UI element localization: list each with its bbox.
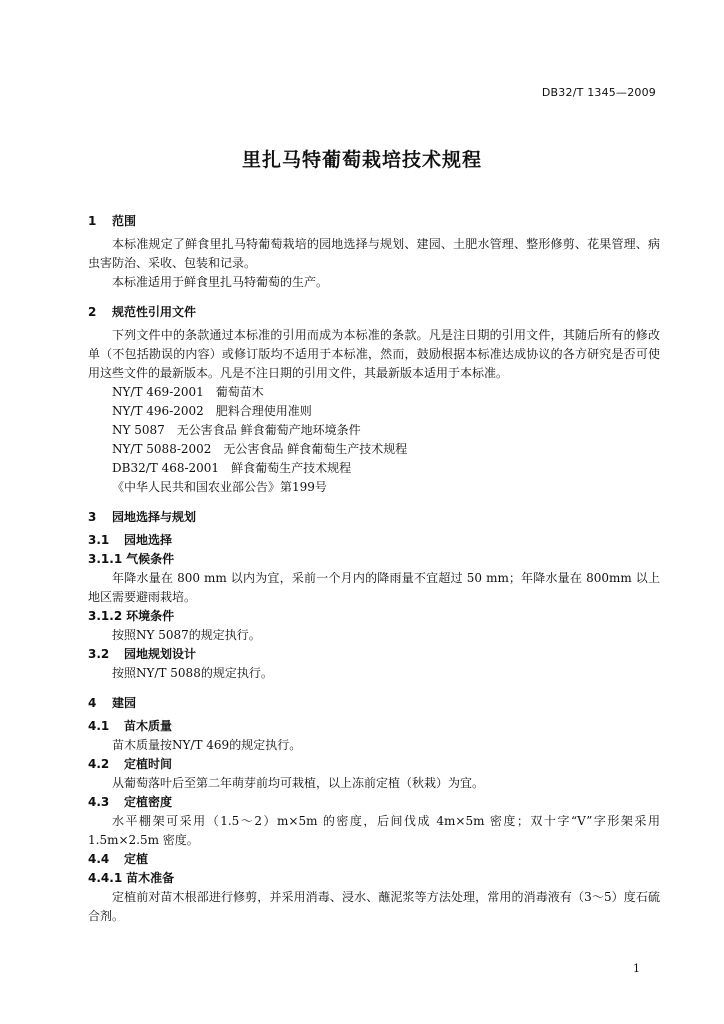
- paragraph: 本标准适用于鲜食里扎马特葡萄的生产。: [112, 275, 329, 289]
- subsection-title: 园地规划设计: [124, 647, 197, 661]
- paragraph: 定植前对苗木根部进行修剪，并采用消毒、浸水、蘸泥浆等方法处理，常用的消毒液有（3～5）度石硫合剂。: [88, 890, 660, 923]
- subsection-number: 4.1: [88, 719, 110, 733]
- section-heading: [88, 507, 660, 527]
- section-title: 范围: [112, 214, 137, 228]
- section-number: 4: [88, 696, 97, 710]
- subsection-heading: [88, 607, 660, 626]
- paragraph: 按照NY 5087的规定执行。: [112, 628, 261, 642]
- reference-item: DB32/T 468-2001 鲜食葡萄生产技术规程: [112, 461, 352, 475]
- subsection-number: 4.4.1: [88, 871, 123, 885]
- subsection-title: 定植: [124, 852, 149, 866]
- subsection-number: 3.1.1: [88, 552, 123, 566]
- document-body: [88, 211, 660, 926]
- paragraph: 按照NY/T 5088的规定执行。: [112, 666, 273, 680]
- subsection-title: 环境条件: [126, 609, 175, 623]
- paragraph: 本标准规定了鲜食里扎马特葡萄栽培的园地选择与规划、建园、土肥水管理、整形修剪、花果管理、病虫害防治、采收、包装和记录。: [88, 237, 660, 270]
- paragraph: 下列文件中的条款通过本标准的引用而成为本标准的条款。凡是注日期的引用文件，其随后所有的修改单（不包括勘误的内容）或修订版均不适用于本标准，然而，鼓励根据本标准达成协议的各方研究是否可使用这些文件的最新版本。凡是不注日期的引用文件，其最新版本适用于本标准。: [88, 328, 660, 380]
- section-title: 园地选择与规划: [112, 510, 197, 524]
- document-title: 里扎马特葡萄栽培技术规程: [241, 149, 482, 171]
- subsection-title: 园地选择: [124, 533, 173, 547]
- section-number: 2: [88, 305, 97, 319]
- paragraph: 年降水量在 800 mm 以内为宜，采前一个月内的降雨量不宜超过 50 mm；年降水量在 800mm 以上地区需要避雨栽培。: [88, 571, 660, 604]
- subsection-heading: [88, 755, 660, 774]
- section-heading: [88, 693, 660, 713]
- reference-item: NY/T 469-2001 葡萄苗木: [112, 385, 264, 399]
- subsection-heading: [88, 793, 660, 812]
- page-number: 1: [633, 962, 640, 975]
- reference-item: NY/T 496-2002 肥料合理使用准则: [112, 404, 312, 418]
- section-heading: [88, 211, 660, 231]
- paragraph: 水平棚架可采用（1.5～2）m×5m 的密度，后间伐成 4m×5m 密度；双十字“V”字形架采用 1.5m×2.5m 密度。: [88, 814, 660, 847]
- paragraph: 从葡萄落叶后至第二年萌芽前均可栽植，以上冻前定植（秋栽）为宜。: [112, 776, 485, 790]
- standard-code: DB32/T 1345—2009: [541, 86, 656, 99]
- section-title: 建园: [112, 696, 137, 710]
- subsection-number: 3.1.2: [88, 609, 123, 623]
- subsection-number: 3.2: [88, 647, 110, 661]
- subsection-title: 定植密度: [124, 795, 173, 809]
- section-number: 3: [88, 510, 97, 524]
- section-title: 规范性引用文件: [112, 305, 197, 319]
- subsection-title: 苗木质量: [124, 719, 173, 733]
- subsection-number: 4.4: [88, 852, 110, 866]
- subsection-title: 苗木准备: [126, 871, 175, 885]
- subsection-number: 4.2: [88, 757, 110, 771]
- subsection-number: 3.1: [88, 533, 110, 547]
- section-heading: [88, 302, 660, 322]
- subsection-title: 定植时间: [124, 757, 173, 771]
- reference-item: NY 5087 无公害食品 鲜食葡萄产地环境条件: [112, 423, 361, 437]
- section-number: 1: [88, 214, 97, 228]
- subsection-heading: [88, 531, 660, 550]
- subsection-number: 4.3: [88, 795, 110, 809]
- subsection-heading: [88, 869, 660, 888]
- subsection-title: 气候条件: [126, 552, 175, 566]
- paragraph: 苗木质量按NY/T 469的规定执行。: [112, 738, 302, 752]
- subsection-heading: [88, 550, 660, 569]
- subsection-heading: [88, 717, 660, 736]
- reference-item: 《中华人民共和国农业部公告》第199号: [112, 480, 327, 494]
- subsection-heading: [88, 645, 660, 664]
- subsection-heading: [88, 850, 660, 869]
- reference-item: NY/T 5088-2002 无公害食品 鲜食葡萄生产技术规程: [112, 442, 408, 456]
